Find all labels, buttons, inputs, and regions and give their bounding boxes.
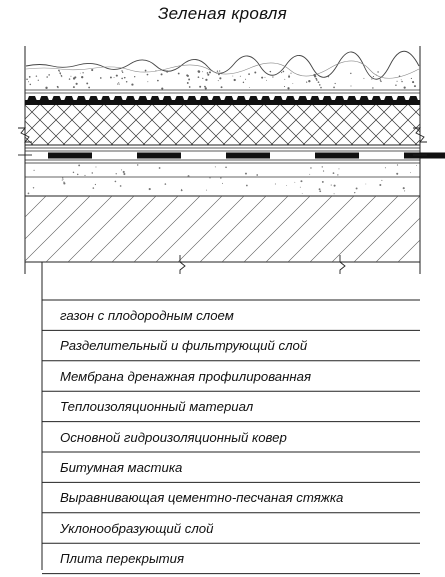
legend-item: Теплоизоляционный материал	[60, 399, 254, 415]
concrete-slab-layer	[25, 196, 420, 262]
diagram-title: Зеленая кровля	[157, 4, 288, 23]
screed-layer	[25, 164, 420, 196]
legend-item: Разделительный и фильтрующий слой	[60, 338, 308, 354]
legend-item: Основной гидроизоляционный ковер	[60, 429, 287, 445]
thermal-insulation-layer	[25, 105, 420, 145]
legend-item: Мембрана дренажная профилированная	[60, 368, 312, 384]
legend-item: Битумная мастика	[60, 460, 183, 475]
soil-layer	[25, 51, 420, 93]
drainage-membrane	[25, 96, 420, 105]
legend-item: Выравнивающая цементно-песчаная стяжка	[60, 490, 344, 506]
legend-item: Плита перекрытия	[60, 551, 185, 567]
bitumen-mastic-layer	[48, 153, 445, 159]
legend-item: газон с плодородным слоем	[60, 308, 234, 323]
legend-item: Уклонообразующий слой	[60, 520, 214, 536]
